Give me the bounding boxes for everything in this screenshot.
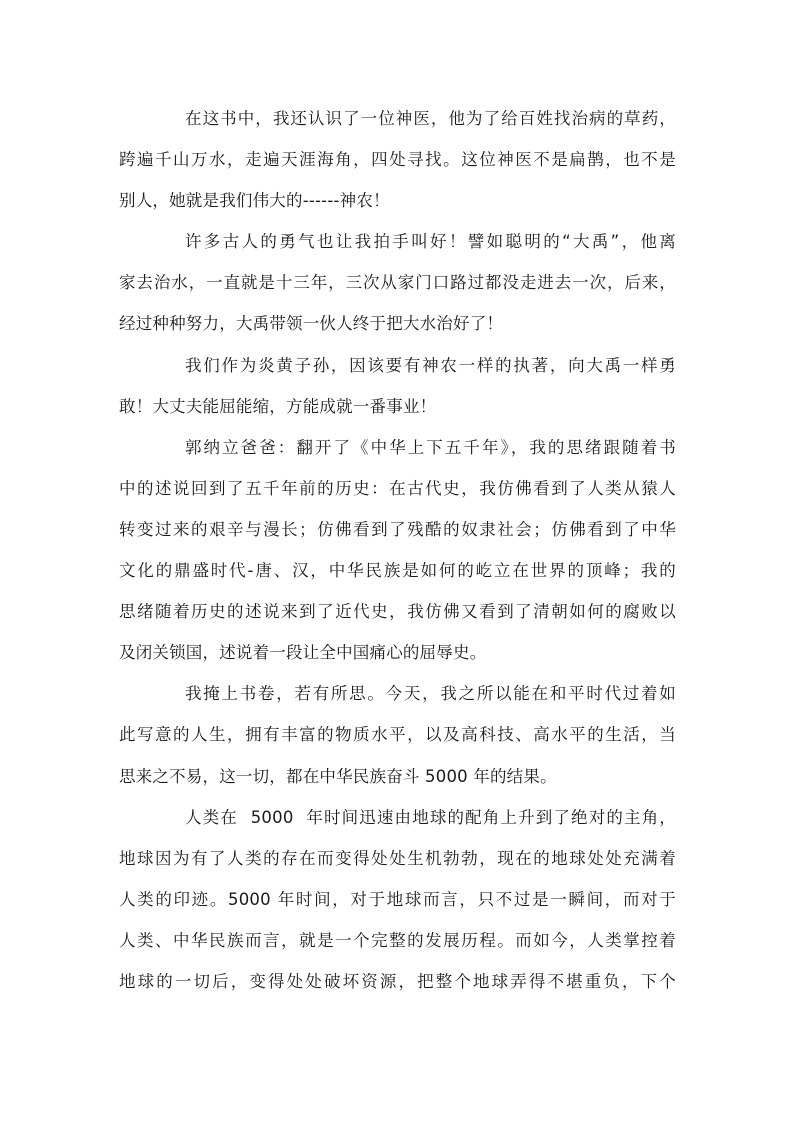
text-line: 此写意的人生，拥有丰富的物质水平，以及高科技、高水平的生活，当 <box>119 725 676 745</box>
text-line: 思绪随着历史的述说来到了近代史，我仿佛又看到了清朝如何的腐败以 <box>119 602 676 622</box>
text-line: 经过种种努力，大禹带领一伙人终于把大水治好了！ <box>119 314 504 334</box>
text-line: 我掩上书卷，若有所思。今天，我之所以能在和平时代过着如 <box>185 684 676 704</box>
text-line: 敢！大丈夫能屈能缩，方能成就一番事业！ <box>119 396 437 416</box>
text-line: 人类、中华民族而言，就是一个完整的发展历程。而如今，人类掌控着 <box>119 930 676 950</box>
text-line: 许多古人的勇气也让我拍手叫好！譬如聪明的“大禹”，他离 <box>185 232 676 252</box>
text-line: 跨遍千山万水，走遍天涯海角，四处寻找。这位神医不是扁鹊，也不是 <box>119 150 676 170</box>
text-line: 郭纳立爸爸：翻开了《中华上下五千年》，我的思绪跟随着书 <box>185 437 676 457</box>
document-body <box>119 98 676 1002</box>
paragraph-dayu <box>119 221 676 344</box>
paragraph-shennong <box>119 98 676 221</box>
text-line: 思来之不易，这一切，都在中华民族奋斗 5000 年的结果。 <box>119 766 557 786</box>
text-line: 地球的一切后，变得处处破坏资源，把整个地球弄得不堪重负，下个 <box>119 971 676 991</box>
paragraph-descendants <box>119 345 676 427</box>
text-line: 中的述说回到了五千年前的历史：在古代史，我仿佛看到了人类从猿人 <box>119 478 676 498</box>
text-line: 别人，她就是我们伟大的------神农！ <box>119 191 390 211</box>
text-line: 家去治水，一直就是十三年，三次从家门口路过都没走进去一次，后来， <box>119 273 676 293</box>
text-line: 人类在 5000 年时间迅速由地球的配角上升到了绝对的主角， <box>185 807 676 827</box>
text-line: 及闭关锁国，述说着一段让全中国痛心的屈辱史。 <box>119 643 487 663</box>
text-line: 地球因为有了人类的存在而变得处处生机勃勃，现在的地球处处充满着 <box>119 848 676 868</box>
paragraph-reflection <box>119 673 676 796</box>
text-line: 人类的印迹。5000 年时间，对于地球而言，只不过是一瞬间，而对于 <box>119 889 676 909</box>
text-line: 我们作为炎黄子孙，因该要有神农一样的执著，向大禹一样勇 <box>185 355 676 375</box>
text-line: 在这书中，我还认识了一位神医，他为了给百姓找治病的草药， <box>185 109 676 128</box>
paragraph-humanity <box>119 797 676 1002</box>
paragraph-father <box>119 427 676 674</box>
text-line: 转变过来的艰辛与漫长；仿佛看到了残酷的奴隶社会；仿佛看到了中华 <box>119 519 676 539</box>
text-line: 文化的鼎盛时代-唐、汉，中华民族是如何的屹立在世界的顶峰；我的 <box>119 561 676 581</box>
